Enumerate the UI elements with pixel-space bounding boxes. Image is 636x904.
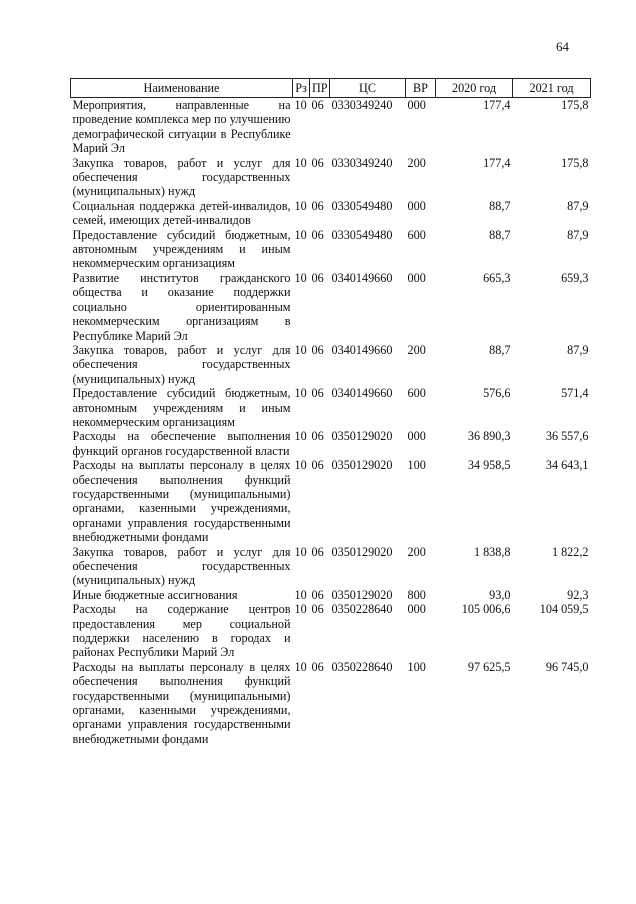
- row-cs: 0350129020: [331, 429, 393, 444]
- row-rz: 10: [294, 155, 307, 170]
- row-cs: 0350228640: [331, 602, 393, 617]
- header-2021: 2021 год: [513, 79, 591, 98]
- row-name: Мероприятия, направленные на проведение комплекса мер по улучшению демографической ситуации в Республике Марий Эл: [72, 98, 291, 156]
- row-vr: 000: [407, 429, 426, 444]
- row-value-2021: 104 059,5: [539, 602, 589, 617]
- row-pr: 06: [311, 544, 324, 559]
- row-cs: 0340149660: [331, 270, 393, 285]
- row-name: Развитие институтов гражданского общества и оказание поддержки социально ориентированным некоммерческим организациям в Республике Марий Эл: [72, 270, 291, 343]
- row-cs: 0330549480: [331, 198, 393, 213]
- row-cs: 0330349240: [331, 98, 393, 112]
- row-value-2020: 97 625,5: [467, 659, 511, 674]
- row-pr: 06: [311, 659, 324, 674]
- header-vr: ВР: [406, 79, 436, 98]
- row-value-2021: 659,3: [561, 270, 589, 285]
- row-value-2021: 34 643,1: [545, 458, 589, 473]
- table-row: [71, 545, 591, 588]
- row-name: Социальная поддержка детей-инвалидов, семей, имеющих детей-инвалидов: [72, 198, 291, 228]
- header-name: Наименование: [71, 79, 293, 98]
- row-value-2021: 36 557,6: [545, 429, 589, 444]
- row-rz: 10: [294, 587, 307, 602]
- row-name: Иные бюджетные ассигнования: [72, 587, 238, 602]
- row-value-2020: 88,7: [489, 198, 511, 213]
- row-vr: 600: [407, 227, 426, 242]
- row-value-2020: 36 890,3: [467, 429, 511, 444]
- table-row: [71, 588, 591, 602]
- row-name: Предоставление субсидий бюджетным, автономным учреждениям и иным некоммерческим организациям: [72, 227, 291, 271]
- row-value-2020: 665,3: [483, 270, 511, 285]
- row-name: Закупка товаров, работ и услуг для обеспечения государственных (муниципальных) нужд: [72, 342, 291, 386]
- row-pr: 06: [311, 98, 324, 112]
- table-row: [71, 602, 591, 660]
- row-value-2020: 105 006,6: [461, 602, 511, 617]
- table-row: [71, 343, 591, 386]
- row-value-2021: 87,9: [567, 342, 589, 357]
- row-value-2021: 571,4: [561, 386, 589, 401]
- table-row: [71, 271, 591, 343]
- row-name: Расходы на обеспечение выполнения функций органов государственной власти: [72, 429, 291, 458]
- row-rz: 10: [294, 386, 307, 401]
- row-value-2021: 175,8: [561, 155, 589, 170]
- row-rz: 10: [294, 544, 307, 559]
- row-pr: 06: [311, 602, 324, 617]
- table-row: [71, 458, 591, 544]
- table-header-row: [71, 79, 591, 98]
- row-pr: 06: [311, 429, 324, 444]
- table-row: [71, 199, 591, 228]
- row-cs: 0350129020: [331, 458, 393, 473]
- row-value-2021: 87,9: [567, 227, 589, 242]
- row-rz: 10: [294, 429, 307, 444]
- row-name: Предоставление субсидий бюджетным, автономным учреждениям и иным некоммерческим организациям: [72, 386, 291, 429]
- row-vr: 000: [407, 602, 426, 617]
- row-vr: 100: [407, 458, 426, 473]
- row-value-2021: 1 822,2: [551, 544, 589, 559]
- row-value-2020: 1 838,8: [473, 544, 511, 559]
- row-vr: 000: [407, 270, 426, 285]
- row-vr: 000: [407, 198, 426, 213]
- row-value-2020: 576,6: [483, 386, 511, 401]
- row-pr: 06: [311, 587, 324, 602]
- row-value-2021: 92,3: [567, 587, 589, 602]
- table-row: [71, 429, 591, 458]
- header-2020: 2020 год: [436, 79, 513, 98]
- row-value-2021: 87,9: [567, 198, 589, 213]
- row-vr: 200: [407, 155, 426, 170]
- row-pr: 06: [311, 227, 324, 242]
- row-vr: 200: [407, 544, 426, 559]
- row-value-2021: 175,8: [561, 98, 589, 112]
- row-rz: 10: [294, 227, 307, 242]
- table-row: [71, 386, 591, 429]
- header-rz: Рз: [293, 79, 310, 98]
- row-cs: 0330349240: [331, 155, 393, 170]
- row-value-2020: 88,7: [489, 342, 511, 357]
- table-body: [71, 98, 591, 747]
- row-pr: 06: [311, 342, 324, 357]
- page-number: 64: [556, 39, 569, 54]
- row-vr: 000: [407, 98, 426, 112]
- row-name: Расходы на выплаты персоналу в целях обеспечения выполнения функций государственными (муниципальными) органами, казенными учреждениями, органами управления государственными внебюджетными фондами: [72, 458, 291, 545]
- row-value-2020: 177,4: [483, 98, 511, 112]
- table-row: [71, 228, 591, 271]
- row-cs: 0340149660: [331, 386, 393, 401]
- row-cs: 0350228640: [331, 659, 393, 674]
- row-value-2020: 88,7: [489, 227, 511, 242]
- row-cs: 0350129020: [331, 544, 393, 559]
- row-vr: 200: [407, 342, 426, 357]
- table-row: [71, 660, 591, 746]
- row-name: Расходы на содержание центров предоставления мер социальной поддержки населению в городах и районах Республики Марий Эл: [72, 602, 291, 660]
- row-cs: 0340149660: [331, 342, 393, 357]
- row-value-2021: 96 745,0: [545, 659, 589, 674]
- row-rz: 10: [294, 98, 307, 112]
- row-pr: 06: [311, 386, 324, 401]
- header-pr: ПР: [310, 79, 330, 98]
- row-pr: 06: [311, 198, 324, 213]
- table-row: [71, 98, 591, 156]
- row-pr: 06: [311, 155, 324, 170]
- row-pr: 06: [311, 458, 324, 473]
- header-cs: ЦС: [330, 79, 406, 98]
- row-rz: 10: [294, 659, 307, 674]
- row-name: Закупка товаров, работ и услуг для обеспечения государственных (муниципальных) нужд: [72, 544, 291, 588]
- row-rz: 10: [294, 270, 307, 285]
- row-name: Расходы на выплаты персоналу в целях обеспечения выполнения функций государственными (муниципальными) органами, казенными учреждениями, органами управления государственными внебюджетными фондами: [72, 659, 291, 746]
- row-pr: 06: [311, 270, 324, 285]
- row-cs: 0330549480: [331, 227, 393, 242]
- row-value-2020: 177,4: [483, 155, 511, 170]
- budget-table: [70, 78, 591, 746]
- row-rz: 10: [294, 602, 307, 617]
- row-rz: 10: [294, 458, 307, 473]
- row-rz: 10: [294, 342, 307, 357]
- row-value-2020: 34 958,5: [467, 458, 511, 473]
- row-vr: 100: [407, 659, 426, 674]
- row-name: Закупка товаров, работ и услуг для обеспечения государственных (муниципальных) нужд: [72, 155, 291, 199]
- row-rz: 10: [294, 198, 307, 213]
- row-value-2020: 93,0: [489, 587, 511, 602]
- row-vr: 800: [407, 587, 426, 602]
- table-row: [71, 156, 591, 199]
- row-cs: 0350129020: [331, 587, 393, 602]
- row-vr: 600: [407, 386, 426, 401]
